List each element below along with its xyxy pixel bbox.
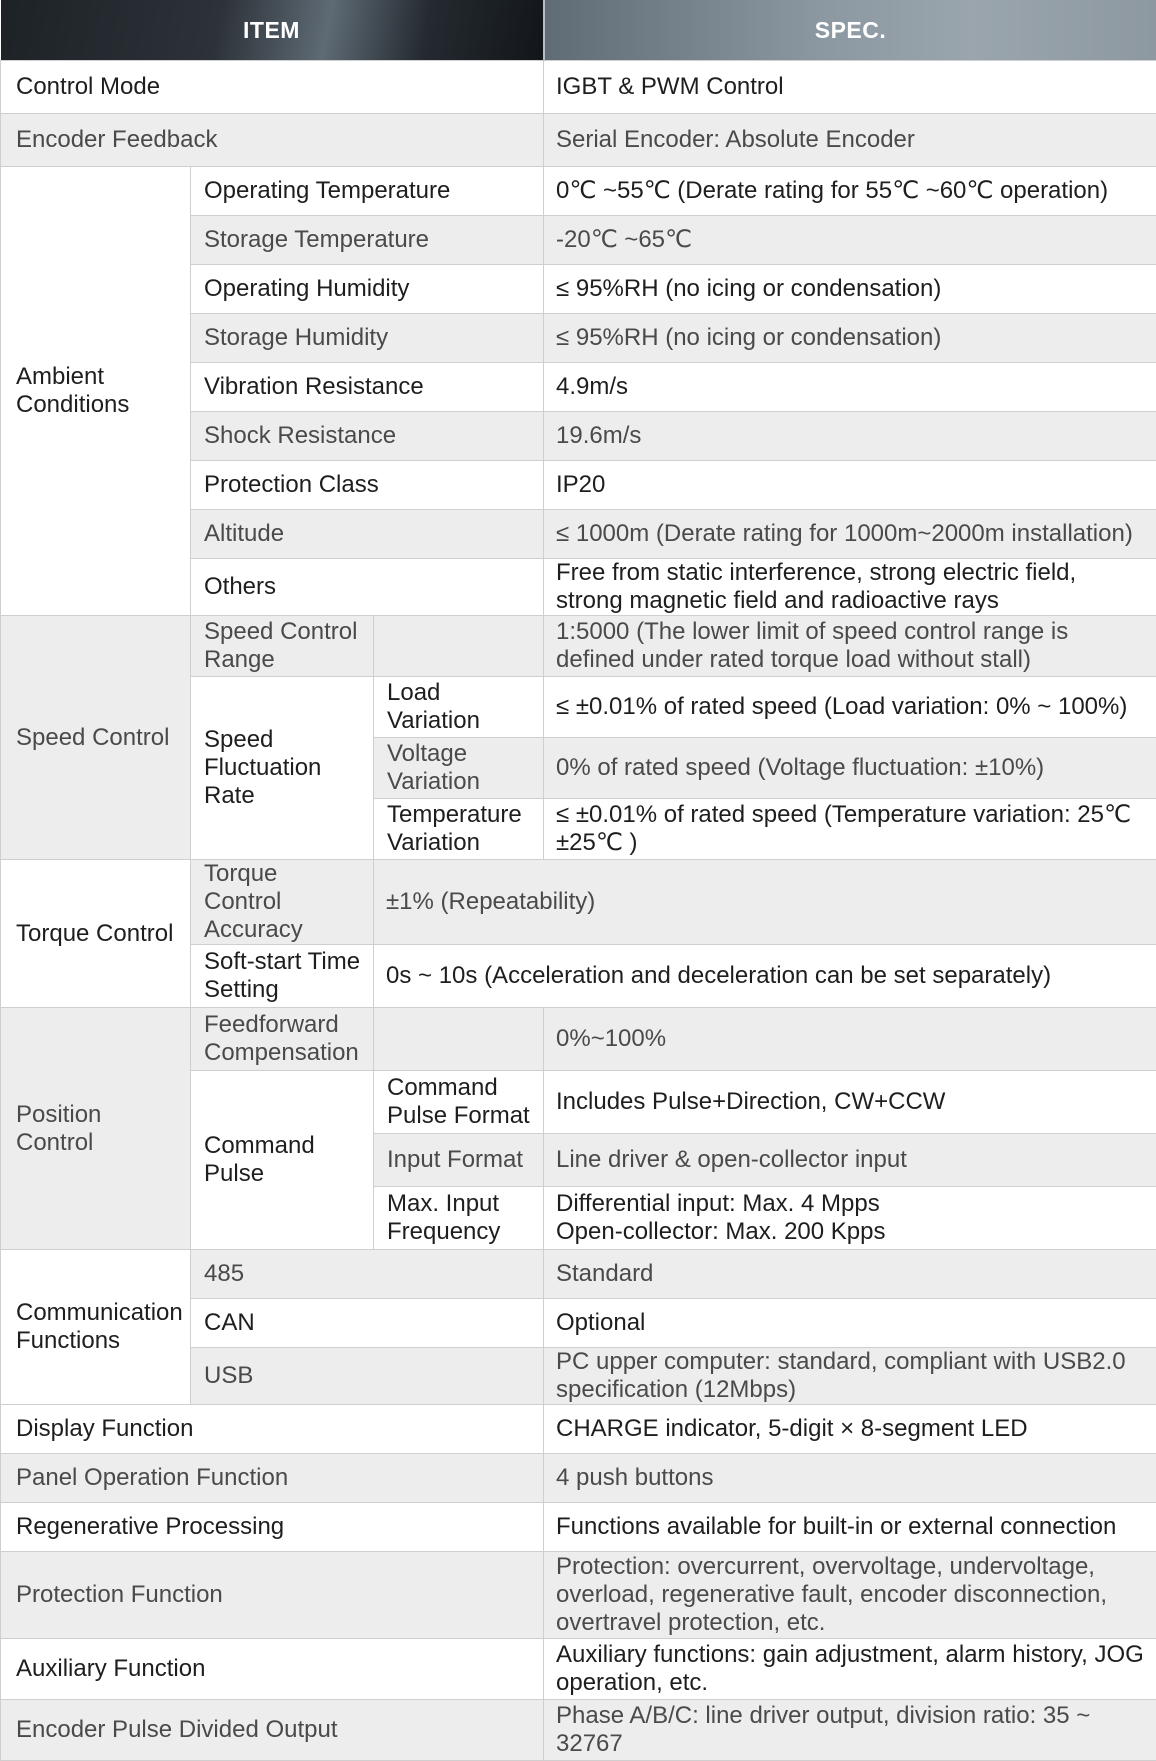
group-label-torque: Torque Control <box>1 860 191 1008</box>
row-label: Display Function <box>1 1405 544 1454</box>
row-value: ≤ 1000m (Derate rating for 1000m~2000m installation) <box>544 510 1156 559</box>
row-value: 0℃ ~55℃ (Derate rating for 55℃ ~60℃ operation) <box>544 167 1156 216</box>
row-value: 0%~100% <box>544 1008 1156 1071</box>
group-label-position: Position Control <box>1 1008 191 1250</box>
row-label: Others <box>191 559 544 616</box>
row-value: 0s ~ 10s (Acceleration and deceleration can be set separately) <box>374 945 1156 1008</box>
row-label: Speed Control Range <box>191 616 374 677</box>
row-value: 4.9m/s <box>544 363 1156 412</box>
row-label: Encoder Feedback <box>1 114 544 167</box>
row-value: Optional <box>544 1299 1156 1348</box>
row-value: Phase A/B/C: line driver output, division ratio: 35 ~ 32767 <box>544 1700 1156 1761</box>
row-value <box>544 1187 1156 1250</box>
row-label: Input Format <box>374 1134 544 1187</box>
row-label: Protection Class <box>191 461 544 510</box>
row-label: Panel Operation Function <box>1 1454 544 1503</box>
row-label: Regenerative Processing <box>1 1503 544 1552</box>
row-value: IP20 <box>544 461 1156 510</box>
group-label-speed: Speed Control <box>1 616 191 860</box>
table-row <box>1 1454 1156 1503</box>
table-row <box>1 61 1156 114</box>
group-label-communication: Communication Functions <box>1 1250 191 1405</box>
row-label: Auxiliary Function <box>1 1639 544 1700</box>
row-value: 4 push buttons <box>544 1454 1156 1503</box>
table-row <box>1 1552 1156 1639</box>
row-value: Line driver & open-collector input <box>544 1134 1156 1187</box>
table-row <box>1 167 1156 216</box>
row-value: ≤ ±0.01% of rated speed (Temperature variation: 25℃ ±25℃ ) <box>544 799 1156 860</box>
table-row <box>1 1700 1156 1761</box>
sub-group-label-command-pulse: Command Pulse <box>191 1071 374 1250</box>
row-label: Altitude <box>191 510 544 559</box>
row-value: -20℃ ~65℃ <box>544 216 1156 265</box>
row-label: Max. Input Frequency <box>374 1187 544 1250</box>
row-label: Temperature Variation <box>374 799 544 860</box>
row-label: Torque Control Accuracy <box>191 860 374 945</box>
table-row <box>1 1405 1156 1454</box>
header-spec: SPEC. <box>544 0 1156 61</box>
row-value: IGBT & PWM Control <box>544 61 1156 114</box>
table-row <box>1 1008 1156 1071</box>
row-value: CHARGE indicator, 5-digit × 8-segment LED <box>544 1405 1156 1454</box>
row-label: Command Pulse Format <box>374 1071 544 1134</box>
group-label-ambient: Ambient Conditions <box>1 167 191 616</box>
row-label: Shock Resistance <box>191 412 544 461</box>
row-label: Operating Temperature <box>191 167 544 216</box>
row-label: Storage Humidity <box>191 314 544 363</box>
table-row <box>1 616 1156 677</box>
header-item: ITEM <box>1 0 544 61</box>
row-value: ≤ 95%RH (no icing or condensation) <box>544 314 1156 363</box>
row-value: Functions available for built-in or external connection <box>544 1503 1156 1552</box>
row-value: ≤ ±0.01% of rated speed (Load variation: 0% ~ 100%) <box>544 677 1156 738</box>
row-value: ±1% (Repeatability) <box>374 860 1156 945</box>
empty-cell <box>374 1008 544 1071</box>
table-row <box>1 1503 1156 1552</box>
row-value: Free from static interference, strong electric field, strong magnetic field and radioactive rays <box>544 559 1156 616</box>
table-row <box>1 1250 1156 1299</box>
row-label: Encoder Pulse Divided Output <box>1 1700 544 1761</box>
row-label: Operating Humidity <box>191 265 544 314</box>
row-value: 19.6m/s <box>544 412 1156 461</box>
table-row <box>1 1639 1156 1700</box>
row-value: Protection: overcurrent, overvoltage, undervoltage, overload, regenerative fault, encoder disconnection, overtravel protection, etc. <box>544 1552 1156 1639</box>
row-value: 0% of rated speed (Voltage fluctuation: ±10%) <box>544 738 1156 799</box>
sub-group-label-fluctuation: Speed Fluctuation Rate <box>191 677 374 860</box>
row-value: Standard <box>544 1250 1156 1299</box>
row-value: Includes Pulse+Direction, CW+CCW <box>544 1071 1156 1134</box>
row-label: Load Variation <box>374 677 544 738</box>
row-label: Feedforward Compensation <box>191 1008 374 1071</box>
row-label: Control Mode <box>1 61 544 114</box>
row-value: PC upper computer: standard, compliant with USB2.0 specification (12Mbps) <box>544 1348 1156 1405</box>
table-row <box>1 860 1156 945</box>
value-line: Differential input: Max. 4 Mpps <box>556 1190 1144 1218</box>
row-label: CAN <box>191 1299 544 1348</box>
row-label: USB <box>191 1348 544 1405</box>
row-label: Storage Temperature <box>191 216 544 265</box>
row-label: Soft-start Time Setting <box>191 945 374 1008</box>
row-value: Auxiliary functions: gain adjustment, alarm history, JOG operation, etc. <box>544 1639 1156 1700</box>
header-row <box>1 0 1156 61</box>
row-value: Serial Encoder: Absolute Encoder <box>544 114 1156 167</box>
empty-cell <box>374 616 544 677</box>
table-row <box>1 114 1156 167</box>
row-label: Voltage Variation <box>374 738 544 799</box>
row-label: 485 <box>191 1250 544 1299</box>
row-label: Vibration Resistance <box>191 363 544 412</box>
row-value: 1:5000 (The lower limit of speed control range is defined under rated torque load without stall) <box>544 616 1156 677</box>
row-label: Protection Function <box>1 1552 544 1639</box>
row-value: ≤ 95%RH (no icing or condensation) <box>544 265 1156 314</box>
value-line: Open-collector: Max. 200 Kpps <box>556 1218 1144 1246</box>
